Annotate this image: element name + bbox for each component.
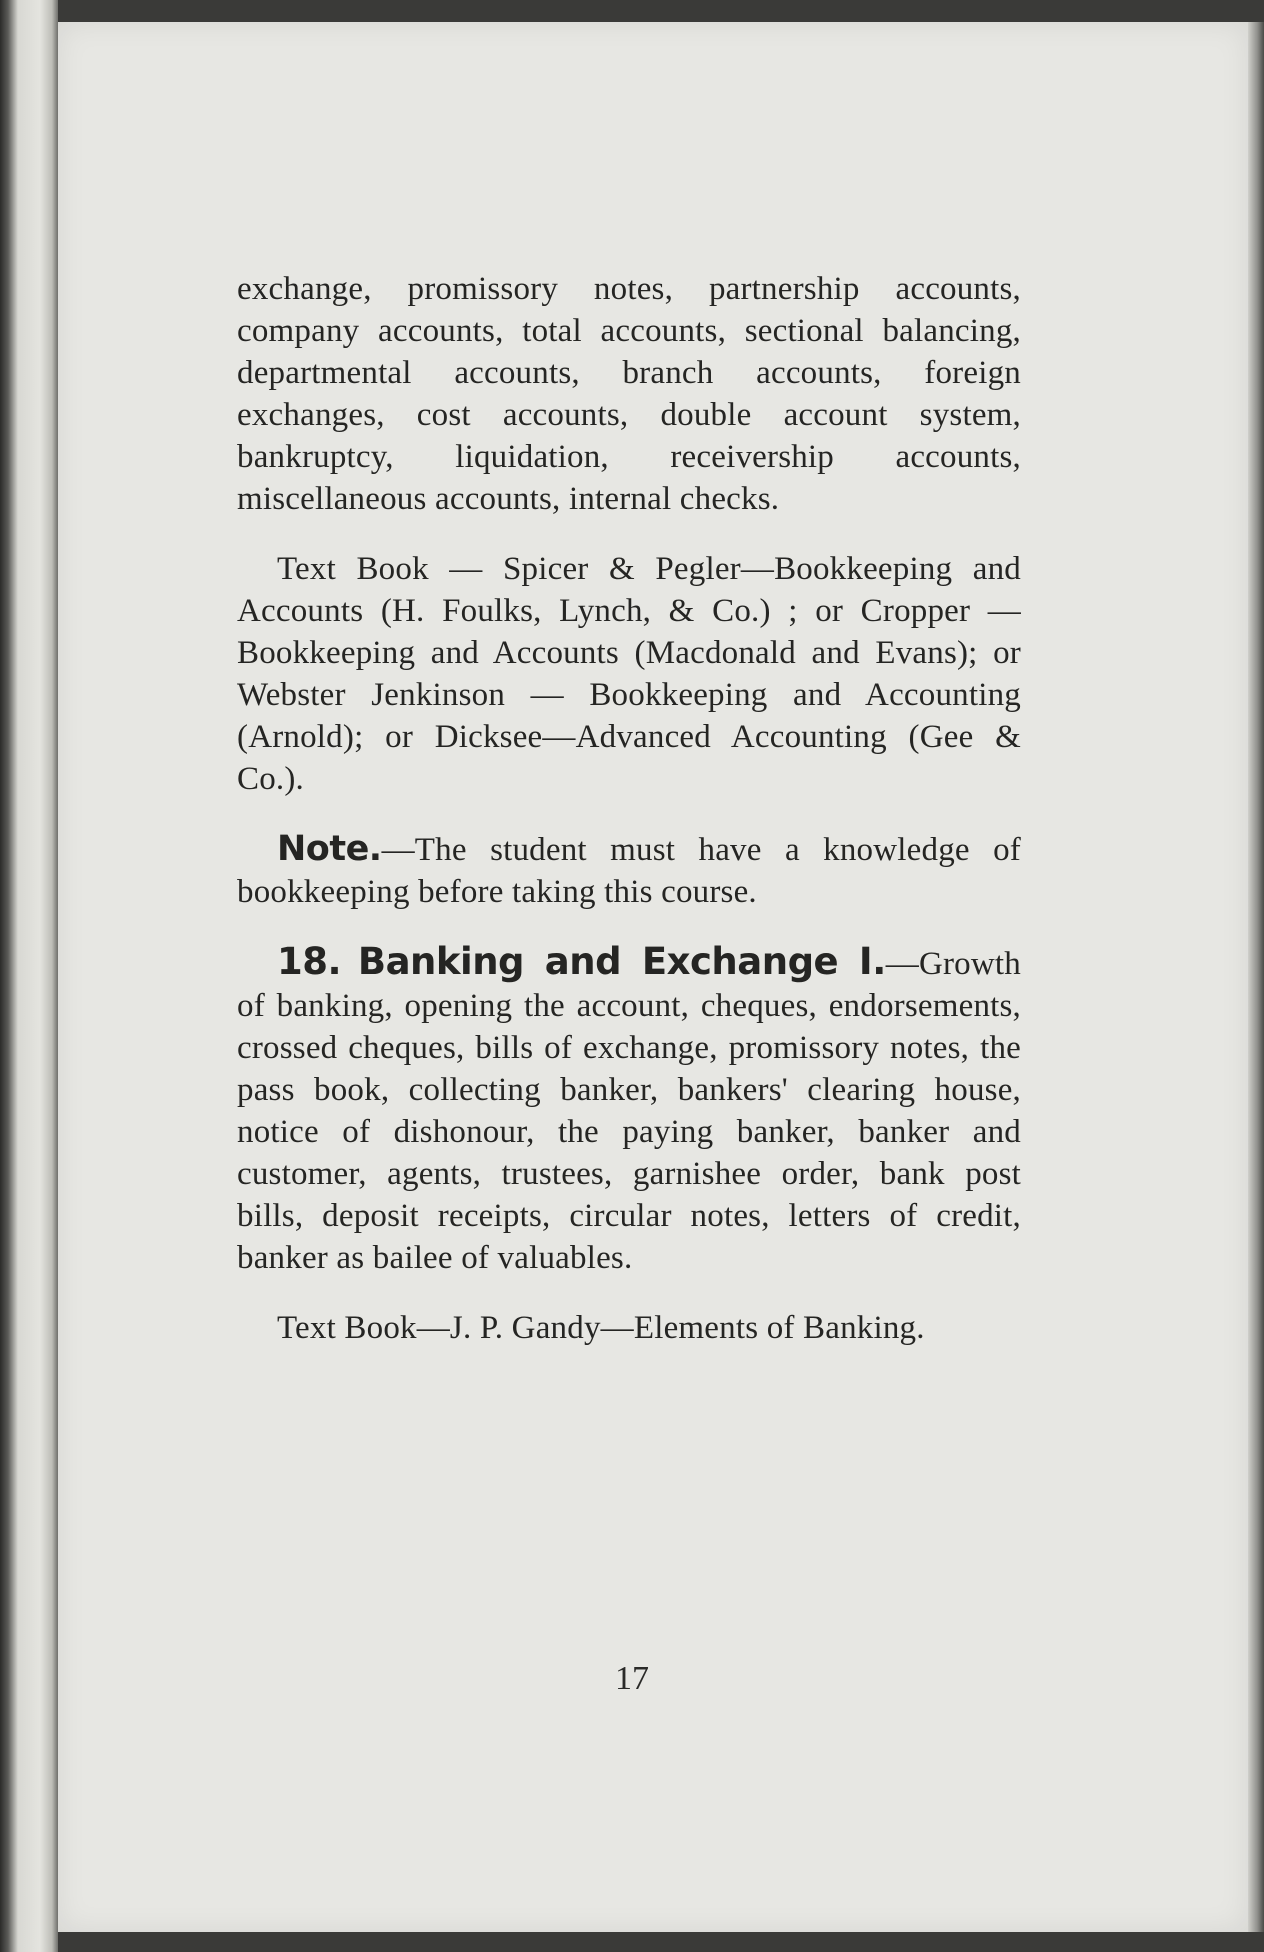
paragraph-course-topics: exchange, promissory notes, partnership accounts, company accounts, total accounts, sectional balancing, departmental accounts, branch accounts, foreign exchanges, cost accounts, double account system, bankruptcy, liquidation, receivership accounts, miscellaneous accounts, internal checks.	[237, 271, 1021, 517]
note-text: —The student must have a knowledge of bookkeeping before taking this course.	[237, 832, 1021, 910]
section-number: 18.	[277, 940, 342, 983]
section-description: —Growth of banking, opening the account, cheques, endorsements, crossed cheques, bills of exchange, promissory notes, the pass book, collecting banker, bankers' clearing house, notice of dishonour, the paying banker, banker and customer, agents, trustees, garnishee order, bank post bills, deposit receipts, circular notes, letters of credit, banker as bailee of valuables.	[237, 946, 1021, 1276]
section-title: Banking and Exchange I.	[357, 940, 886, 983]
page-edge-shadow	[1248, 22, 1264, 1932]
note-label: Note.	[277, 829, 382, 869]
paragraph-note	[237, 828, 1021, 913]
page-text-block	[237, 268, 1021, 1377]
page-number: 17	[615, 1660, 649, 1697]
paragraph-text-books: Text Book — Spicer & Pegler—Bookkeeping and Accounts (H. Foulks, Lynch, & Co.) ; or Cropper — Bookkeeping and Accounts (Macdonald and Evans); or Webster Jenkinson — Bookkeeping and Accounting (Arnold); or Dicksee—Advanced Accounting (Gee & Co.).	[237, 551, 1021, 797]
paragraph-section-18	[237, 941, 1021, 1279]
paragraph-banking-text-book: Text Book—J. P. Gandy—Elements of Banking.	[277, 1310, 925, 1346]
